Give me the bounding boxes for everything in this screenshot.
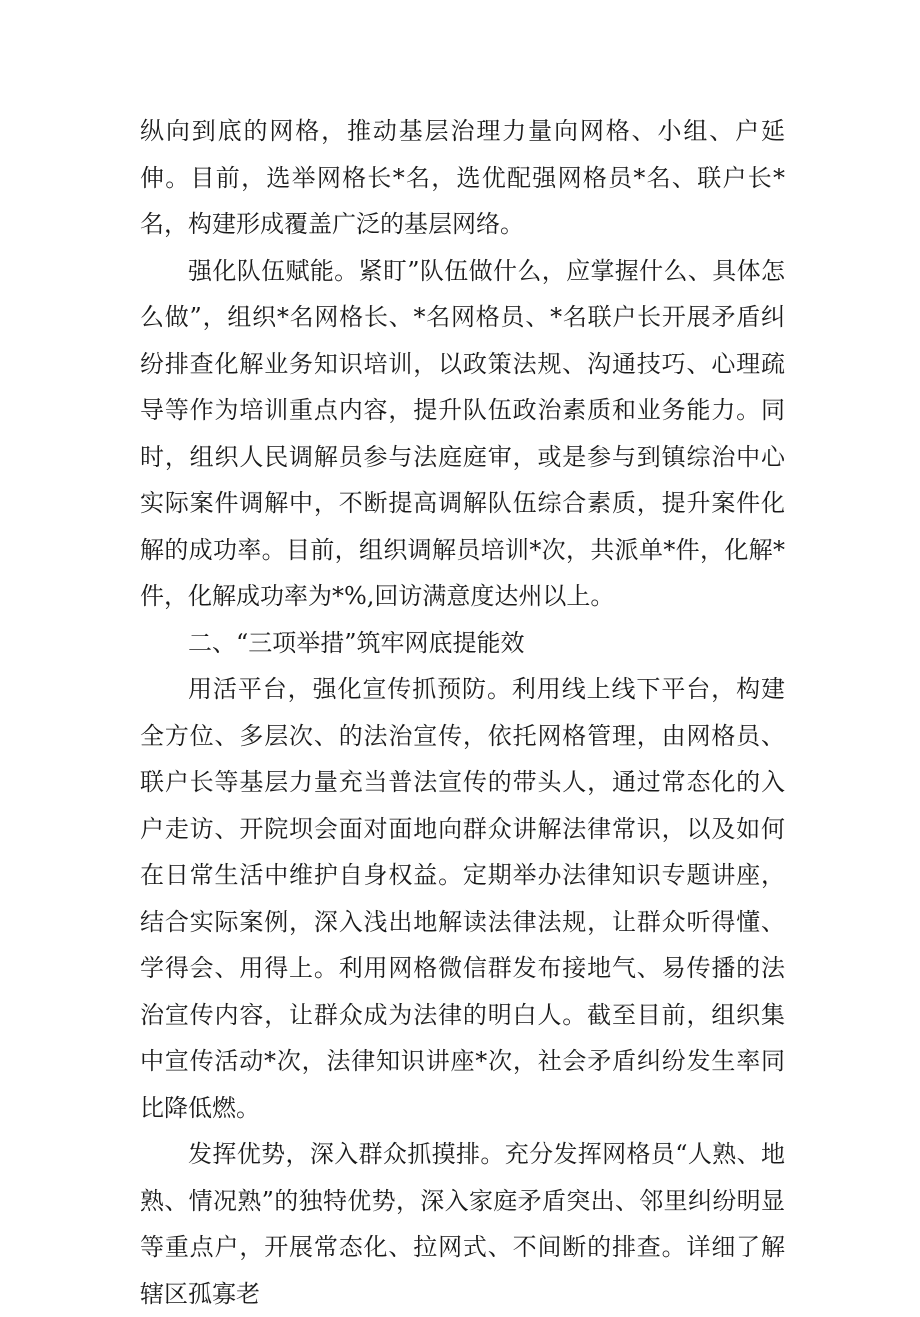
document-body — [140, 108, 785, 1317]
paragraph-team-empowerment: 强化队伍赋能。紧盯”队伍做什么，应掌握什么、具体怎么做”，组织*名网格长、*名网格员、*名联户长开展矛盾纠纷排查化解业务知识培训，以政策法规、沟通技巧、心理疏导等作为培训重点内容，提升队伍政治素质和业务能力。同时，组织人民调解员参与法庭庭审，或是参与到镇综治中心实际案件调解中，不断提高调解队伍综合素质，提升案件化解的成功率。目前，组织调解员培训*次，共派单*件，化解*件，化解成功率为*%,回访满意度达州以上。 — [140, 256, 785, 610]
section-heading: 二、“三项举措”筑牢网底提能效 — [188, 628, 525, 657]
paragraph-platform-publicity: 用活平台，强化宣传抓预防。利用线上线下平台，构建全方位、多层次、的法治宣传，依托网格管理，由网格员、联户长等基层力量充当普法宣传的带头人，通过常态化的入户走访、开院坝会面对面地向群众讲解法律常识，以及如何在日常生活中维护自身权益。定期举办法律知识专题讲座，结合实际案例，深入浅出地解读法律法规，让群众听得懂、学得会、用得上。利用网格微信群发布接地气、易传播的法治宣传内容，让群众成为法律的明白人。截至目前，组织集中宣传活动*次，法律知识讲座*次，社会矛盾纠纷发生率同比降低燃。 — [140, 675, 785, 1122]
paragraph-continued: 纵向到底的网格，推动基层治理力量向网格、小组、户延伸。目前，选举网格长*名，选优配强网格员*名、联户长*名，构建形成覆盖广泛的基层网络。 — [140, 117, 785, 238]
paragraph-grassroots-screening: 发挥优势，深入群众抓摸排。充分发挥网格员“人熟、地熟、情况熟”的独特优势，深入家庭矛盾突出、邻里纠纷明显等重点户，开展常态化、拉网式、不间断的排查。详细了解辖区孤寡老 — [140, 1140, 785, 1308]
